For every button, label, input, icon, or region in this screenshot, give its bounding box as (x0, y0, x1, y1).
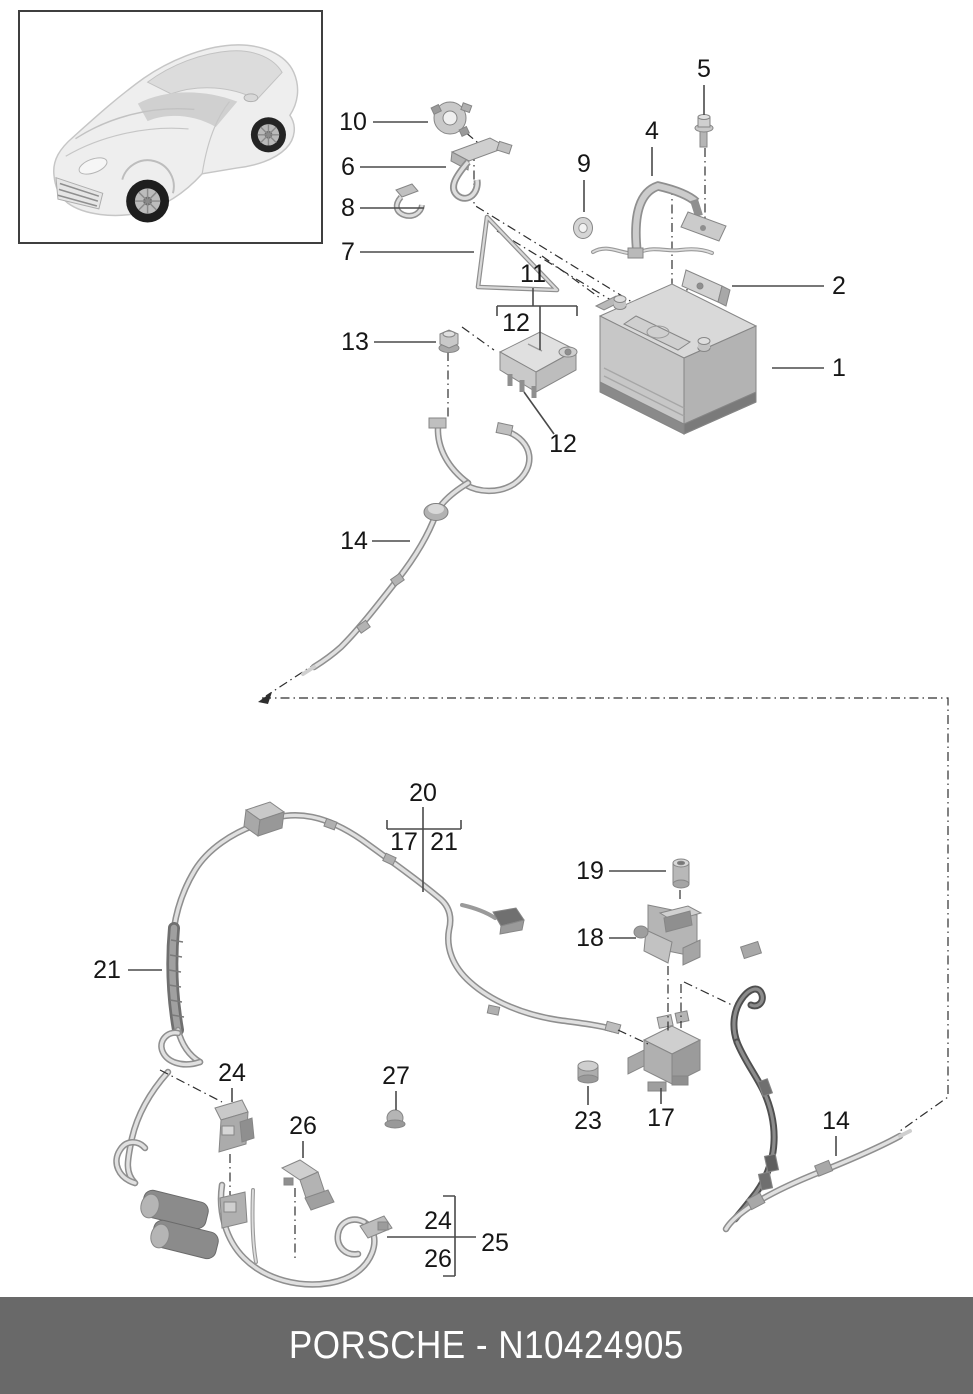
part-cable-14-lower (726, 1131, 910, 1229)
callout-1: 1 (832, 354, 846, 382)
part-nut-27 (385, 1110, 405, 1128)
part-cap-23 (578, 1061, 598, 1083)
callout-21-cell: 21 (430, 828, 458, 856)
part-strap-4 (628, 186, 726, 258)
part-retainer-10 (431, 102, 472, 136)
part-connector-17 (628, 1011, 700, 1091)
callout-12-cell: 12 (502, 309, 530, 337)
callout-14-upper: 14 (340, 527, 368, 555)
callout-6: 6 (341, 153, 355, 181)
callout-18: 18 (576, 924, 604, 952)
callout-13: 13 (341, 328, 369, 356)
callout-21-left: 21 (93, 956, 121, 984)
part-cable-right (734, 942, 779, 1219)
callout-2: 2 (832, 272, 846, 300)
callout-8: 8 (341, 194, 355, 222)
callout-24-group: 24 (424, 1207, 452, 1235)
callout-9: 9 (577, 150, 591, 178)
callout-14-lower: 14 (822, 1107, 850, 1135)
part-harness-21 (116, 802, 620, 1284)
callout-5: 5 (697, 55, 711, 83)
callout-17-lower: 17 (647, 1104, 675, 1132)
callout-24-upper: 24 (218, 1059, 246, 1087)
part-clamp-8 (396, 184, 422, 216)
part-grommet-9 (574, 218, 593, 239)
callout-26-group: 26 (424, 1245, 452, 1273)
callout-26-upper: 26 (289, 1112, 317, 1140)
footer-bar (0, 1297, 973, 1394)
callout-23: 23 (574, 1107, 602, 1135)
callout-20: 20 (409, 779, 437, 807)
callout-25: 25 (481, 1229, 509, 1257)
part-bracket-26 (282, 1160, 334, 1210)
part-bracket-18 (634, 905, 701, 965)
callout-11: 11 (520, 260, 546, 288)
callout-10: 10 (339, 108, 367, 136)
callout-numbers (93, 55, 850, 1273)
footer-part-number: PORSCHE - N10424905 (289, 1323, 684, 1367)
part-sensor-24 (215, 1100, 254, 1228)
callout-27: 27 (382, 1062, 410, 1090)
callout-12-lower: 12 (549, 430, 577, 458)
part-nut-13 (439, 330, 459, 353)
part-cable-14-upper (303, 418, 529, 674)
part-battery-1 (596, 284, 756, 434)
part-rod-7 (478, 217, 712, 290)
part-rivet-19 (673, 859, 689, 888)
callout-19: 19 (576, 857, 604, 885)
part-bolt-5 (695, 115, 713, 148)
callout-17-cell: 17 (390, 828, 418, 856)
section-boundary-line (258, 662, 948, 1131)
callout-7: 7 (341, 238, 355, 266)
part-bracket-6 (451, 138, 512, 198)
callout-4: 4 (645, 117, 659, 145)
